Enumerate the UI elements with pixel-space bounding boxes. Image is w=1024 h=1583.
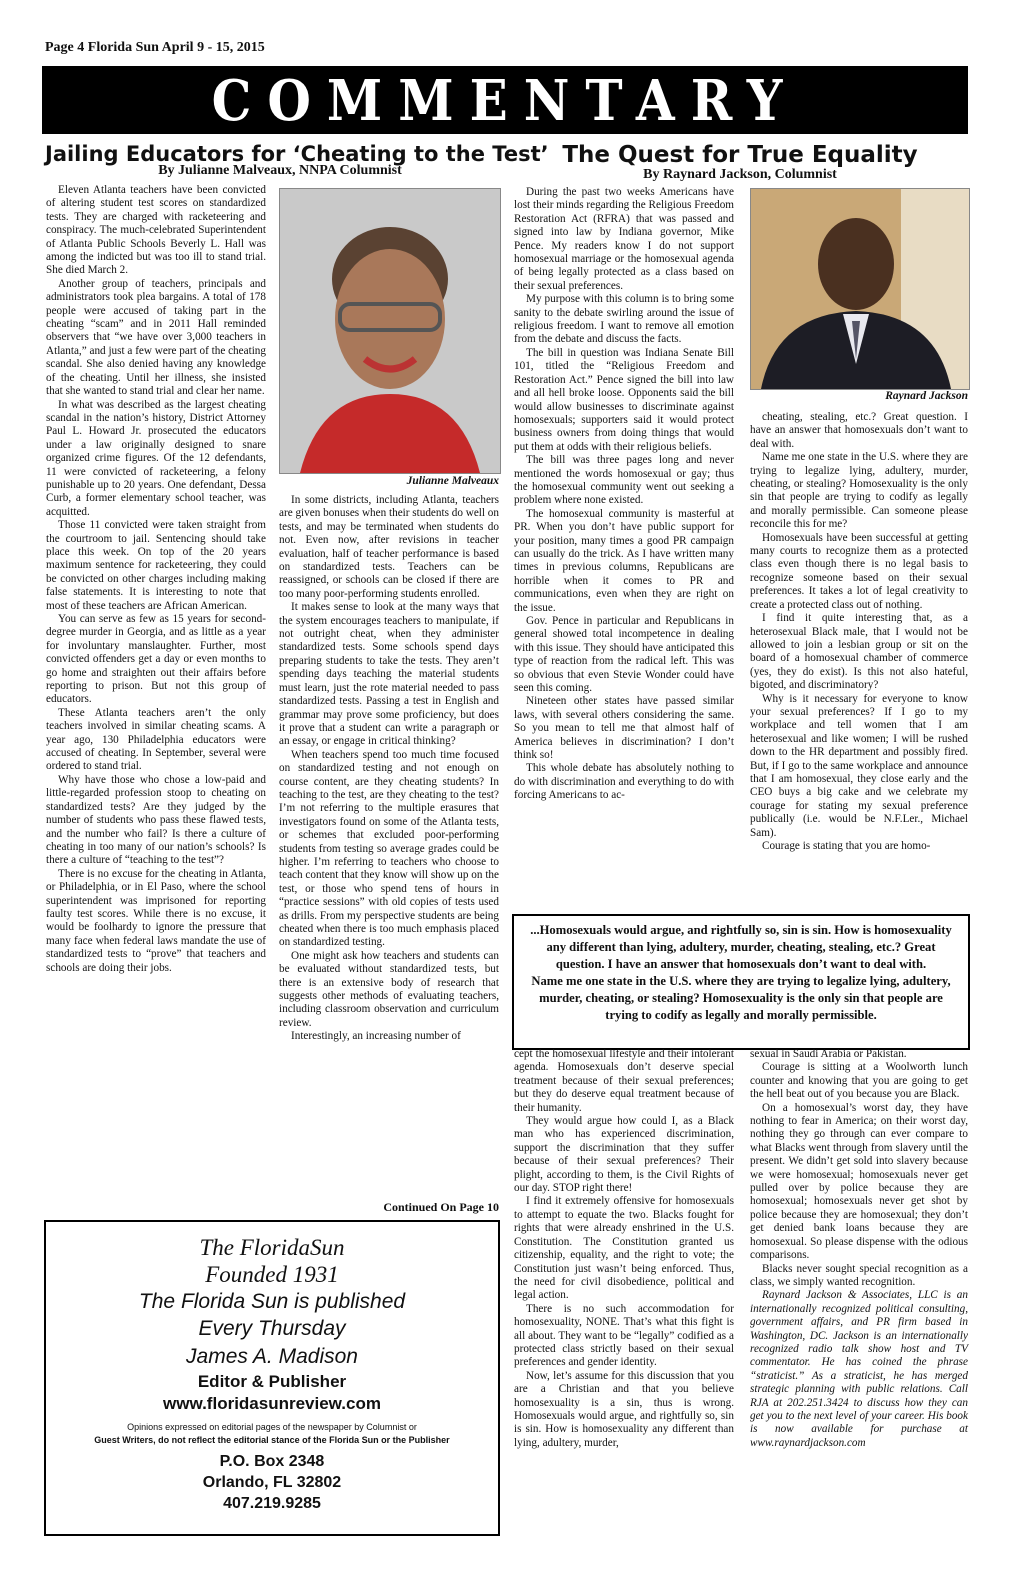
left-col-2 xyxy=(279,494,499,1044)
paragraph: Blacks never sought special recognition as a class, we simply wanted recognition. xyxy=(750,1262,968,1288)
paragraph: I find it quite interesting that, as a heterosexual Black male, that I would not be allowed to join a lesbian group or sit on the board of a homosexual chamber of commerce (yes, they do exist). Is this not also hateful, bigoted, and discriminatory? xyxy=(750,612,968,692)
paragraph: It makes sense to look at the many ways that the system encourages teachers to manipulate, if not outright cheat, when they administer standardized tests. Some schools spend days preparing students to take the tests. They aren’t spending days teaching the material students must learn, just the rote material needed to pass standardized tests. Passing a test in English and grammar may prove some proficiency, but does it prove that a student can write a paragraph or an essay, or engage in critical thinking? xyxy=(279,601,499,748)
paragraph: Another group of teachers, principals and administrators took plea bargains. A total of 178 people were accused of taking part in the cheating “scam” and in 2011 Hall reminded observers that “we have over 3,000 teachers in Atlanta,” and just a few were part of the cheating scandal. She also denied having any knowledge of the cheating. Until her illness, she insisted that she wanted to stand trial and clear her name. xyxy=(46,277,266,398)
masthead-website: www.floridasunreview.com xyxy=(163,1394,381,1413)
left-headline: Jailing Educators for ‘Cheating to the Test’ xyxy=(45,142,549,166)
left-col-1 xyxy=(46,184,266,975)
paragraph: The bill in question was Indiana Senate Bill 101, titled the “Religious Freedom and Restoration Act.” Pence signed the bill into law and all hell broke loose. Opponents said the bill would allow businesses to discriminate against homosexuals; supporters said it would protect business owners from doing things that would put them at odds with their religious beliefs. xyxy=(514,346,734,453)
masthead-disclaimer-2: Guest Writers, do not reflect the editorial stance of the Florida Sun or the Publisher xyxy=(94,1435,450,1445)
right-photo-caption: Raynard Jackson xyxy=(885,390,968,402)
paragraph: Homosexuals have been successful at getting many courts to recognize them as a protected class even though there is no legal basis to recognize someone based on their sexual preferences. It takes a lot of legal creativity to create a protected class out of nothing. xyxy=(750,531,968,611)
pull-quote-text: Name me one state in the U.S. where they are trying to legalize lying, adultery, murder, cheating, or stealing? Homosexuality is the only sin that people are trying to codify as legally and morally permissible. xyxy=(531,974,951,1022)
paragraph: One might ask how teachers and students can be evaluated without standardized tests, but there is an extensive body of research that suggests other methods of evaluating teachers, including classroom observation and curriculum review. xyxy=(279,949,499,1029)
paragraph: The homosexual community is masterful at PR. When you don’t have public support for your position, many times a good PR campaign can usually do the trick. As I have written many times in previous columns, Republicans are horrible when it comes to PR and communications, even when they are right on the issue. xyxy=(514,507,734,614)
paragraph: Gov. Pence in particular and Republicans in general showed total incompetence in dealing with this issue. They should have anticipated this type of reaction from the radical left. This was so obvious that even Stevie Wonder could have seen this coming. xyxy=(514,615,734,695)
masthead-box xyxy=(44,1220,500,1536)
right-byline: By Raynard Jackson, Columnist xyxy=(643,167,837,182)
paragraph: There is no excuse for the cheating in Atlanta, or Philadelphia, or in El Paso, where the school superintendent was imprisoned for reporting faulty test scores. While there is no excuse, it would be foolhardy to ignore the pressure that many face when federal laws mandate the use of standardized tests to “prove” that teachers and schools are doing their jobs. xyxy=(46,867,266,974)
paragraph: These Atlanta teachers aren’t the only teachers involved in similar cheating scams. A year ago, 130 Philadelphia educators were accused of cheating. In September, several were ordered to stand trial. xyxy=(46,706,266,773)
masthead-editor: James A. Madison xyxy=(186,1345,358,1368)
author-bio: Raynard Jackson & Associates, LLC is an internationally recognized political consulting, government affairs, and PR firm based in Washington, DC. Jackson is an internationally recognized radio talk show host and TV commentator. He has coined the phrase “straticist.” As a straticist, he has merged strategic planning with public relations. Call RJA at 202.251.3424 to discuss how they can get you to the next level of your career. His book is now available for purchase at www.raynardjackson.com xyxy=(750,1289,968,1449)
right-col-2-bottom xyxy=(750,1048,968,1450)
section-banner xyxy=(42,66,968,134)
paragraph: When teachers spend too much time focused on standardized testing and not enough on course content, are they cheating students? In teaching to the test, are they cheating to the test? I’m not referring to the multiple erasures that investigators found on some of the Atlanta tests, or schemes that excluded poor-performing students from testing so average grades could be higher. I’m referring to teachers who choose to teach content that they know will show up on the test, or those who spend tens of hours in “practice sessions” with old copies of tests used as drills. From my perspective students are being cheated when there is too much emphasis placed on standardized testing. xyxy=(279,748,499,949)
paragraph: I find it extremely offensive for homosexuals to attempt to equate the two. Blacks fought for rights that were already enshrined in the U.S. Constitution. The Constitution granted us citizenship, equality, and the right to vote; the Constitution just wasn’t being enforced. Thus, the need for civil disobedience, political and legal action. xyxy=(514,1195,734,1302)
paragraph: Why have those who chose a low-paid and little-regarded profession stoop to cheating on standardized tests? Are they judged by the number of students who pass these flawed tests, and the number who fail? Is there a culture of cheating in too many of our nation’s schools? Is there a culture of “teaching to the test”? xyxy=(46,773,266,867)
paragraph: Those 11 convicted were taken straight from the courtroom to jail. Sentencing should take place this week. On top of the 20 years maximum sentence for racketeering, they could be convicted on other charges including making false statements. It is interesting to note that most of these teachers are African American. xyxy=(46,519,266,612)
masthead-published-1: The Florida Sun is published xyxy=(138,1290,406,1313)
masthead-po-box: P.O. Box 2348 xyxy=(219,1453,325,1470)
paragraph: cheating, stealing, etc.? Great question. I have an answer that homosexuals don’t want to deal with. xyxy=(750,411,968,450)
paragraph: My purpose with this column is to bring some sanity to the debate swirling around the issue of religious freedom. I want to remove all emotion from the debate and discuss the facts. xyxy=(514,293,734,346)
paragraph: Courage is stating that you are homo- xyxy=(762,840,931,852)
masthead-published-2: Every Thursday xyxy=(198,1317,346,1340)
paragraph: Interestingly, an increasing number of xyxy=(291,1030,461,1043)
portrait-placeholder-icon xyxy=(280,189,500,473)
paragraph: Now, let’s assume for this discussion that you are a Christian and that you believe homosexuality is a sin, thus is wrong. Homosexuals would argue, and rightfully so, sin is sin. How is homosexuality any different than lying, adultery, murder, xyxy=(514,1369,734,1449)
paragraph: The bill was three pages long and never mentioned the words homosexual or gay; thus the homosexual community went out seeking a problem where none existed. xyxy=(514,454,734,507)
masthead-city: Orlando, FL 32802 xyxy=(202,1474,342,1491)
paragraph: They would argue how could I, as a Black man who has experienced discrimination, support the discrimination that they suffer because of their sexual preferences? Their plight, according to them, is the Civil Rights of our day. STOP right there! xyxy=(514,1115,734,1195)
paragraph: During the past two weeks Americans have lost their minds regarding the Religious Freedom Restoration Act (RFRA) that was passed and signed into law by Indiana governor, Mike Pence. My readers know I do not support homosexual marriage or the homosexual agenda of being legally protected as a class based on their sexual preferences. xyxy=(514,186,734,292)
masthead-editor-title: Editor & Publisher xyxy=(197,1372,347,1391)
section-banner-text: COMMENTARY xyxy=(211,66,799,134)
paragraph: Why is it necessary for everyone to know your sexual preferences? If I go to my workplace and tell women that I am heterosexual and like women; I will be rushed down to the HR department and possibly fired. But, if I go to the same workplace and announce that I am homosexual, they close early and the CEO buys a big cake and we celebrate my courage for stating my sexual preference publically (i.e. would be N.F.Ler., Michael Sam). xyxy=(750,692,968,839)
julianne-malveaux-photo xyxy=(279,188,501,474)
paragraph: This whole debate has absolutely nothing to do with discrimination and everything to do with forcing Americans to ac- xyxy=(514,762,734,802)
masthead-paper: The FloridaSun xyxy=(199,1235,345,1260)
paragraph: You can serve as few as 15 years for second-degree murder in Georgia, and as little as a year for involuntary manslaughter. Further, most convicted offenders get a day or even months to go home and straighten out their affairs before reporting to prison. But not this group of educators. xyxy=(46,613,266,706)
pull-quote-text: ...Homosexuals would argue, and rightfully so, sin is sin. How is homosexuality any different than lying, adultery, murder, cheating, stealing, etc.? Great question. I have an answer that homosexuals don’t want to deal with. xyxy=(530,923,952,971)
paragraph: sexual in Saudi Arabia or Pakistan. xyxy=(750,1048,907,1060)
pull-quote xyxy=(512,914,970,1050)
paragraph: Nineteen other states have passed similar laws, with several others considering the same. So you mean to tell me that almost half of America believes in discrimination? I don’t think so! xyxy=(514,695,734,762)
right-col-2-top xyxy=(750,411,968,853)
left-byline: By Julianne Malveaux, NNPA Columnist xyxy=(158,163,402,178)
masthead-founded: Founded 1931 xyxy=(205,1262,339,1287)
raynard-jackson-photo xyxy=(750,188,970,390)
paragraph: Name me one state in the U.S. where they are trying to legalize lying, adultery, murder, cheating, or stealing? Homosexuality is the only sin that people are trying to codify as legally and morally permissible. Can someone please reconcile this for me? xyxy=(750,451,968,531)
paragraph: Courage is sitting at a Woolworth lunch counter and knowing that you are going to get the hell beat out of you because you are Black. xyxy=(750,1061,968,1101)
paragraph: In what was described as the largest cheating scandal in the nation’s history, District Attorney Paul L. Howard Jr. prosecuted the educators under a law originally designed to snare organized crime figures. Of the 12 defendants, 11 were convicted of racketeering, a felony punishable up to 20 years. One defendant, Dessa Curb, a former elementary school teacher, was acquitted. xyxy=(46,398,266,518)
page-folio: Page 4 Florida Sun April 9 - 15, 2015 xyxy=(45,40,265,55)
right-col-1-bottom xyxy=(514,1048,734,1450)
masthead-disclaimer-1: Opinions expressed on editorial pages of the newspaper by Columnist or xyxy=(127,1422,417,1432)
paragraph: There is no such accommodation for homosexuality, NONE. That’s what this fight is all about. They want to be “legally” codified as a protected class strictly based on their sexual preferences and gender identity. xyxy=(514,1302,734,1369)
left-photo-caption: Julianne Malveaux xyxy=(406,475,499,487)
continued-notice: Continued On Page 10 xyxy=(383,1200,499,1214)
paragraph: cept the homosexual lifestyle and their intolerant agenda. Homosexuals don’t deserve special treatment because of their sexual preferences; but they do deserve equal treatment because of their humanity. xyxy=(514,1048,734,1114)
right-col-1-top xyxy=(514,186,734,803)
masthead-phone: 407.219.9285 xyxy=(223,1495,321,1512)
paragraph: In some districts, including Atlanta, teachers are given bonuses when their students do well on tests, and may be terminated when students do not. Even now, after revisions in teacher evaluation, half of teacher performance is based on standardized tests. Teachers can be reassigned, or schools can be closed if there are too many poor-performing students enrolled. xyxy=(279,494,499,600)
right-headline: The Quest for True Equality xyxy=(562,142,918,168)
paragraph: Eleven Atlanta teachers have been convicted of altering student test scores on standardized tests. They are charged with racketeering and conspiracy. The much-celebrated Superintendent of Atlanta Public Schools Beverly L. Hall was among the indicted but was too ill to stand trial. She died March 2. xyxy=(46,184,266,277)
portrait-placeholder-icon xyxy=(751,189,969,389)
paragraph: On a homosexual’s worst day, they have nothing to fear in America; on their worst day, nothing they go through can ever compare to what Blacks went through from slavery until the present. We didn’t get sold into slavery because we were homosexual; homosexuals never get pulled over by police because they are homosexual; homosexuals never get shot by police because they are homosexual; they don’t get denied bank loans because they are homosexual. So please dispense with the odious comparisons. xyxy=(750,1101,968,1262)
